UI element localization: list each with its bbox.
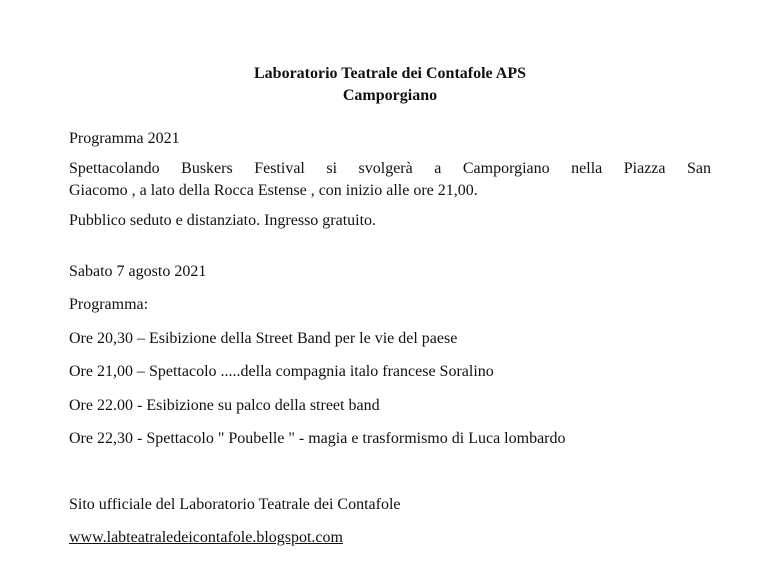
site-url-link[interactable]: www.labteatraledeicontafole.blogspot.com	[69, 529, 343, 546]
schedule-item: Ore 22.00 - Esibizione su palco della street band	[69, 397, 380, 414]
schedule-item: Ore 20,30 – Esibizione della Street Band per le vie del paese	[69, 330, 458, 347]
document-title: Laboratorio Teatrale dei Contafole APS	[254, 65, 526, 82]
description-line-2: Giacomo , a lato della Rocca Estense , con inizio alle ore 21,00.	[69, 182, 478, 199]
site-label: Sito ufficiale del Laboratorio Teatrale dei Contafole	[69, 496, 401, 513]
description-line-1: Spettacolando Buskers Festival si svolgerà a Camporgiano nella Piazza San	[69, 160, 711, 177]
audience-note: Pubblico seduto e distanziato. Ingresso gratuito.	[69, 212, 377, 229]
schedule-heading: Programma:	[69, 296, 149, 313]
document-subtitle-location: Camporgiano	[342, 87, 438, 104]
schedule-item: Ore 22,30 - Spettacolo " Poubelle " - magia e trasformismo di Luca lombardo	[69, 430, 566, 447]
schedule-item: Ore 21,00 – Spettacolo .....della compagnia italo francese Soralino	[69, 363, 494, 380]
program-year: Programma 2021	[69, 130, 180, 147]
event-date: Sabato 7 agosto 2021	[69, 263, 207, 280]
